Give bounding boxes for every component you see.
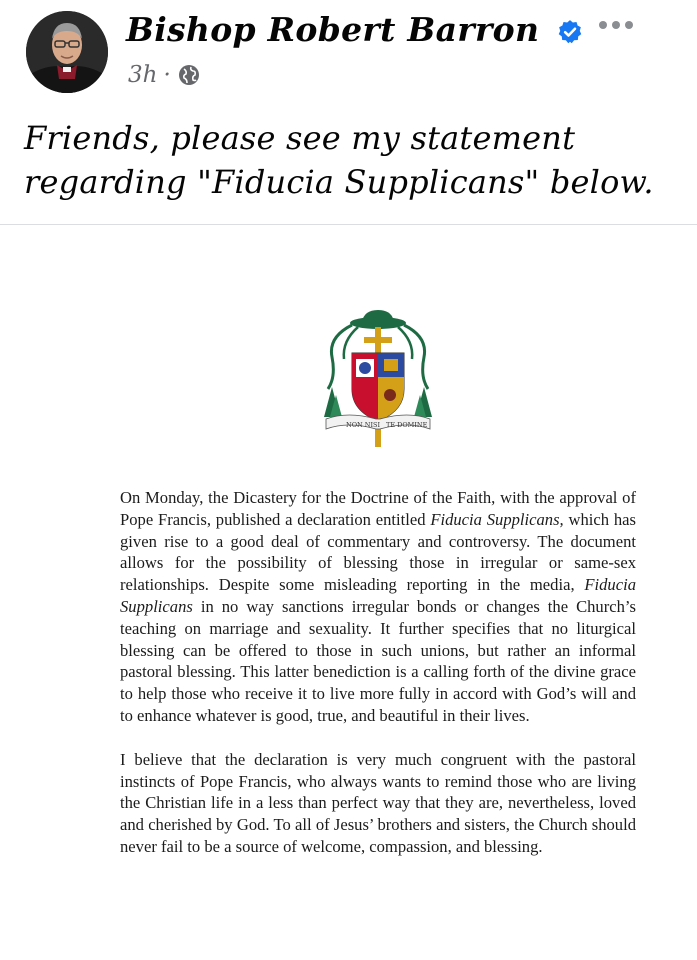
globe-icon[interactable] (177, 63, 201, 87)
statement-text-run: in no way sanctions irregular bonds or changes the Church’s teaching on marriage and sexuality. It further specifies that no liturgical blessing can be offered to those in such unions, but rather an informal pastoral blessing. This latter benediction is a calling forth of the divine grace to help those who receive it to live more fully in accord with God’s will and to enhance whatever is good, true, and beautiful in their lives. (120, 596, 636, 725)
statement-text (120, 487, 636, 880)
meta-separator: · (163, 62, 171, 88)
document-title: Fiducia Supplicans (120, 575, 636, 616)
more-dot (625, 21, 633, 29)
coat-of-arms-icon (318, 307, 438, 452)
avatar-photo (26, 11, 108, 93)
author-name-row[interactable] (126, 10, 583, 49)
statement-image[interactable] (0, 225, 697, 960)
motto-right: TE DOMINE (386, 421, 428, 429)
post-caption (24, 116, 684, 204)
post-time[interactable]: 3h (128, 62, 158, 88)
post-header (0, 0, 697, 110)
document-title: Fiducia Supplicans, (430, 509, 564, 529)
author-name[interactable]: Bishop Robert Barron (126, 10, 540, 49)
caption-line: Friends, please see my statement (24, 119, 576, 157)
statement-paragraph: I believe that the declaration is very much congruent with the pastoral instincts of Pope Francis, who always wants to remind those who are living the Christian life in a less than perfect way that they are, nevertheless, loved and cherished by God. To all of Jesus’ brothers and sisters, the Church should never fail to be a source of welcome, compassion, and blessing. (120, 749, 636, 856)
motto-left: NON NISI (346, 421, 381, 429)
author-avatar[interactable] (26, 11, 108, 93)
statement-paragraph (120, 487, 636, 727)
verified-badge-icon (557, 19, 583, 45)
post-meta (128, 62, 201, 88)
caption-line: regarding "Fiducia Supplicans" below. (24, 163, 654, 201)
more-options-icon[interactable] (596, 16, 636, 34)
more-dot (612, 21, 620, 29)
more-dot (599, 21, 607, 29)
statement-text-run: which has given rise to a good deal of commentary and controversy. The document allows for the possibility of blessing those in irregular or same-sex relationships. Despite some misleading reporting in the media, (120, 509, 636, 595)
statement-text-run: On Monday, the Dicastery for the Doctrine of the Faith, with the approval of Pope Francis, published a declaration entitled (120, 488, 636, 529)
